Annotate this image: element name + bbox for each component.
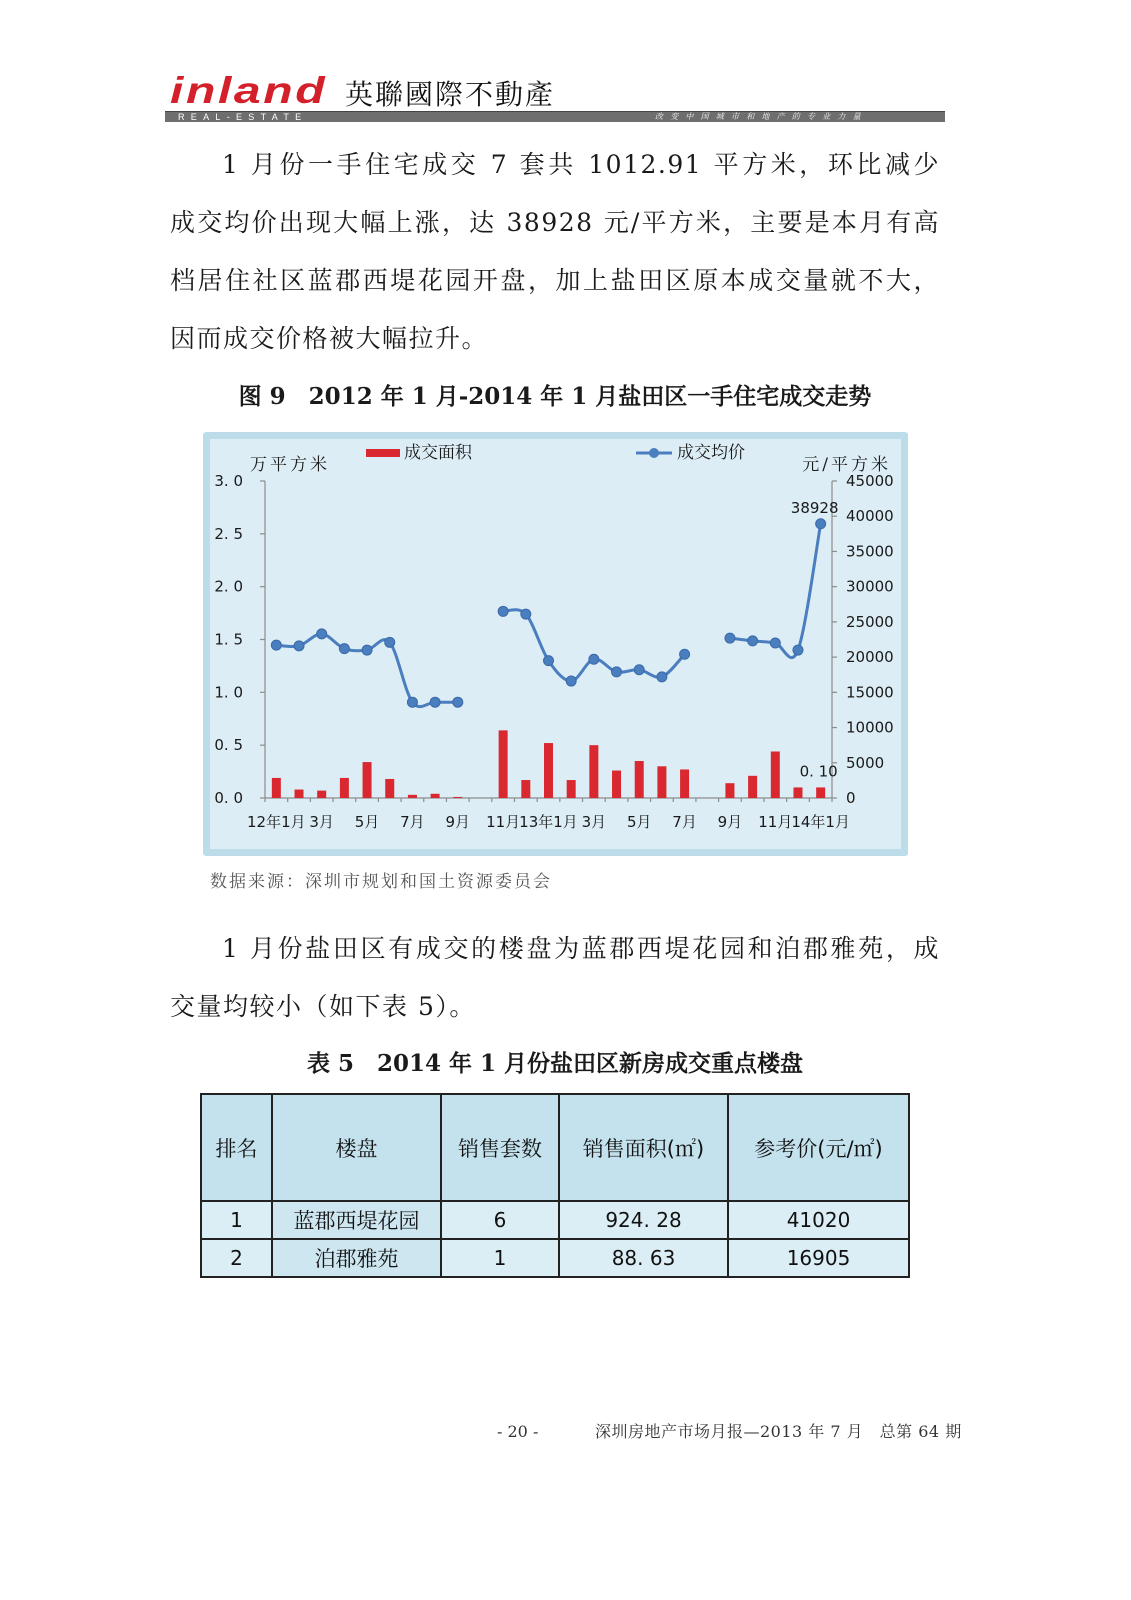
area-bar <box>499 730 508 798</box>
price-point-marker <box>317 629 327 639</box>
x-tick-label: 14年1月 <box>791 813 850 831</box>
price-point-marker <box>657 672 667 682</box>
logo-subtext: REAL-ESTATE <box>178 112 308 122</box>
area-bar <box>567 780 576 798</box>
right-y-tick-label: 35000 <box>846 542 894 561</box>
paragraph-line: 1 月份盐田区有成交的楼盘为蓝郡西堤花园和泊郡雅苑，成 <box>222 934 940 963</box>
right-y-tick-label: 20000 <box>846 648 894 667</box>
area-bar <box>385 779 394 798</box>
table-cell-rank: 1 <box>201 1201 272 1239</box>
header-slogan: 改变中国城市和地产的专业力量 <box>655 112 868 121</box>
price-point-marker <box>566 676 576 686</box>
price-point-marker <box>453 697 463 707</box>
price-point-marker <box>430 697 440 707</box>
price-point-marker <box>589 654 599 664</box>
x-tick-label: 11月 <box>486 813 521 831</box>
table-row <box>201 1239 909 1277</box>
sales-table <box>200 1093 910 1278</box>
area-bar <box>793 787 802 798</box>
left-y-tick-label: 2. 5 <box>214 524 243 543</box>
paragraph-line: 因而成交价格被大幅拉升。 <box>170 324 489 353</box>
table-cell-price: 41020 <box>728 1201 909 1239</box>
right-y-tick-label: 40000 <box>846 507 894 526</box>
area-bar <box>408 795 417 798</box>
right-y-tick-label: 30000 <box>846 577 894 596</box>
table-row <box>201 1201 909 1239</box>
body-paragraph <box>170 920 940 1036</box>
right-axis-title: 元/平方米 <box>802 455 891 475</box>
table-cell-price: 16905 <box>728 1239 909 1277</box>
x-tick-label: 11月 <box>758 813 793 831</box>
paragraph-line: 交量均较小（如下表 5）。 <box>170 992 476 1021</box>
data-label: 38928 <box>790 498 839 517</box>
left-y-tick-label: 0. 0 <box>214 789 243 807</box>
price-point-marker <box>339 644 349 654</box>
table-header-rank: 排名 <box>201 1094 272 1201</box>
x-tick-label: 7月 <box>672 813 697 831</box>
left-axis-title: 万平方米 <box>250 455 330 475</box>
table-cell-units: 6 <box>441 1201 559 1239</box>
price-point-marker <box>498 606 508 616</box>
price-point-marker <box>634 665 644 675</box>
price-point-marker <box>680 649 690 659</box>
table-cell-rank: 2 <box>201 1239 272 1277</box>
price-point-marker <box>748 636 758 646</box>
price-point-marker <box>407 697 417 707</box>
right-y-tick-label: 0 <box>846 789 856 807</box>
data-label: 0. 10 <box>799 762 838 781</box>
page-number: - 20 - <box>497 1422 539 1441</box>
left-y-tick-label: 3. 0 <box>214 472 243 490</box>
paragraph-line: 档居住社区蓝郡西堤花园开盘，加上盐田区原本成交量就不大， <box>170 266 940 295</box>
price-point-marker <box>271 640 281 650</box>
legend-label: 成交面积 <box>404 443 472 463</box>
table-header-units: 销售套数 <box>441 1094 559 1201</box>
area-bar <box>363 762 372 798</box>
price-point-marker <box>612 667 622 677</box>
area-bar <box>340 778 349 798</box>
area-bar <box>431 794 440 798</box>
table-header-project: 楼盘 <box>272 1094 441 1201</box>
x-tick-label: 13年1月 <box>519 813 578 831</box>
body-paragraph <box>170 136 940 368</box>
table-header-price: 参考价(元/㎡) <box>728 1094 909 1201</box>
price-point-marker <box>793 645 803 655</box>
x-tick-label: 5月 <box>354 813 380 831</box>
area-bar <box>453 797 462 798</box>
paragraph-line: 1 月份一手住宅成交 7 套共 1012.91 平方米，环比减少 <box>222 150 940 179</box>
area-bar <box>771 752 780 798</box>
right-y-tick-label: 45000 <box>846 472 894 490</box>
price-point-marker <box>544 656 554 666</box>
price-point-marker <box>816 519 826 529</box>
area-bar <box>748 776 757 798</box>
area-bar <box>680 769 689 798</box>
legend-line-marker <box>649 448 659 458</box>
area-bar <box>589 745 598 798</box>
table-cell-units: 1 <box>441 1239 559 1277</box>
area-bar <box>612 771 621 798</box>
right-y-tick-label: 25000 <box>846 612 894 631</box>
table-header-area: 销售面积(㎡) <box>559 1094 728 1201</box>
right-y-tick-label: 10000 <box>846 718 894 737</box>
left-y-tick-label: 1. 5 <box>214 630 243 649</box>
x-tick-label: 12年1月 <box>247 813 306 831</box>
x-tick-label: 5月 <box>626 813 652 831</box>
area-bar <box>295 790 304 798</box>
x-tick-label: 7月 <box>400 813 425 831</box>
x-tick-label: 9月 <box>445 813 471 831</box>
price-point-marker <box>770 638 780 648</box>
x-tick-label: 3月 <box>309 813 334 831</box>
paragraph-line: 成交均价出现大幅上涨，达 38928 元/平方米，主要是本月有高 <box>170 208 940 237</box>
area-bar <box>544 743 553 798</box>
table-caption: 表 5 2014 年 1 月份盐田区新房成交重点楼盘 <box>306 1050 804 1077</box>
left-y-tick-label: 2. 0 <box>214 577 243 596</box>
table-cell-area: 924. 28 <box>559 1201 728 1239</box>
legend-label: 成交均价 <box>677 443 745 463</box>
price-point-marker <box>725 633 735 643</box>
figure-caption: 图 9 2012 年 1 月-2014 年 1 月盐田区一手住宅成交走势 <box>238 383 872 410</box>
area-bar <box>725 783 734 798</box>
price-point-marker <box>362 645 372 655</box>
publication-info: 深圳房地产市场月报—2013 年 7 月 总第 64 期 <box>595 1422 962 1441</box>
left-y-tick-label: 1. 0 <box>214 683 243 702</box>
area-bar <box>657 766 666 798</box>
chart-source-note: 数据来源：深圳市规划和国土资源委员会 <box>210 872 552 892</box>
chart <box>203 432 908 856</box>
table-cell-project: 泊郡雅苑 <box>272 1239 441 1277</box>
company-logo: inland <box>170 70 328 111</box>
price-point-marker <box>521 609 531 619</box>
area-bar <box>521 780 530 798</box>
x-tick-label: 9月 <box>717 813 743 831</box>
company-name: 英聯國際不動產 <box>345 78 556 111</box>
table-cell-area: 88. 63 <box>559 1239 728 1277</box>
legend-bar-swatch <box>366 449 400 457</box>
price-point-marker <box>385 637 395 647</box>
x-tick-label: 3月 <box>581 813 607 831</box>
table-header-row <box>201 1094 909 1201</box>
right-y-tick-label: 5000 <box>846 753 885 772</box>
area-bar <box>272 778 281 798</box>
area-bar <box>635 761 644 798</box>
area-bar <box>317 791 326 798</box>
table-cell-project: 蓝郡西堤花园 <box>272 1201 441 1239</box>
right-y-tick-label: 15000 <box>846 683 894 702</box>
left-y-tick-label: 0. 5 <box>214 736 243 755</box>
area-bar <box>816 787 825 798</box>
price-point-marker <box>294 641 304 651</box>
